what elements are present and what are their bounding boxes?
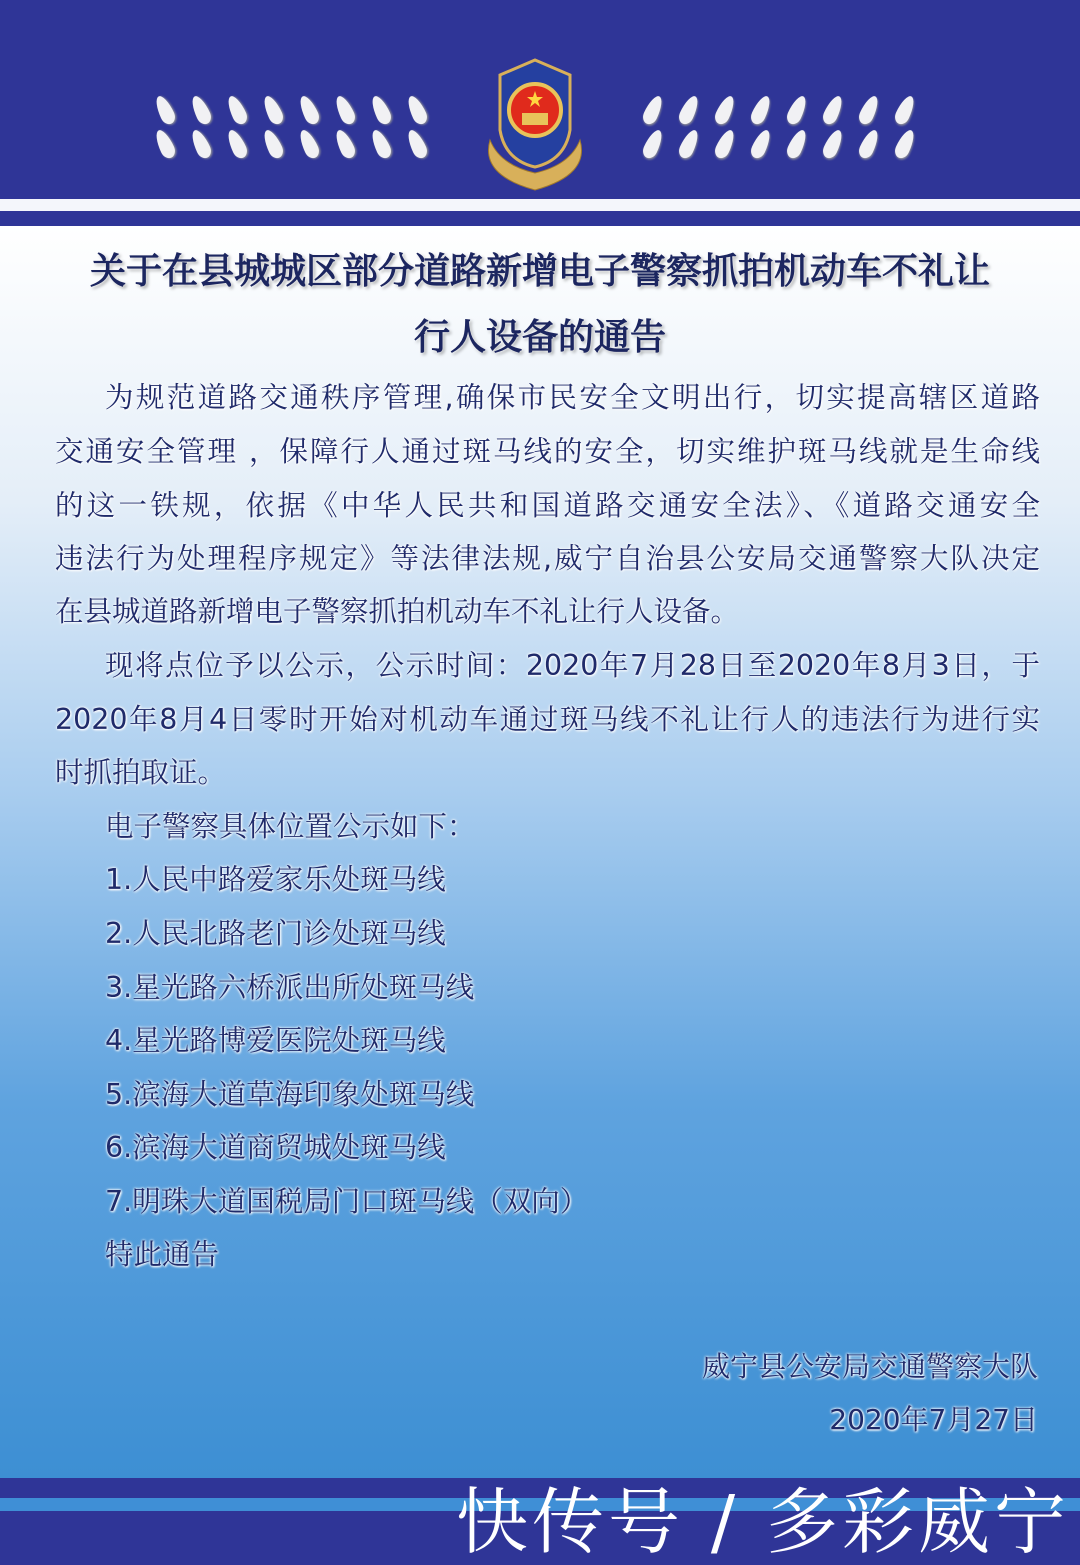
paragraph1-line: 违法行为处理程序规定》等法律法规,威宁自治县公安局交通警察大队决定: [55, 542, 1040, 575]
header-stripe: [0, 199, 1080, 211]
wheat-right-icon: [640, 95, 924, 161]
location-item: 3.星光路六桥派出所处斑马线: [105, 971, 475, 1004]
paragraph1-line: 的这一铁规，依据《中华人民共和国道路交通安全法》、《道路交通安全: [55, 489, 1040, 522]
location-item: 7.明珠大道国税局门口斑马线（双向）: [105, 1185, 589, 1218]
notice-title-line-2: 行人设备的通告: [413, 317, 666, 358]
location-item: 1.人民中路爱家乐处斑马线: [105, 863, 446, 896]
paragraph2-line: 时抓拍取证。: [55, 756, 227, 789]
location-item: 2.人民北路老门诊处斑马线: [105, 917, 446, 950]
paragraph2-line: 2020年8月4日零时开始对机动车通过斑马线不礼让行人的违法行为进行实: [55, 703, 1040, 736]
list-intro: 电子警察具体位置公示如下：: [105, 810, 476, 843]
closing-text: 特此通告: [105, 1238, 220, 1271]
paragraph2-line: 现将点位予以公示，公示时间：2020年7月28日至2020年8月3日，于: [105, 649, 1040, 682]
paragraph1-line: 在县城道路新增电子警察抓拍机动车不礼让行人设备。: [55, 595, 740, 628]
notice-date: 2020年7月27日: [829, 1403, 1038, 1436]
police-emblem-icon: [470, 55, 600, 195]
notice-title-line-1: 关于在县城城区部分道路新增电子警察抓拍机动车不礼让: [89, 251, 990, 292]
signature: 威宁县公安局交通警察大队: [701, 1350, 1038, 1383]
watermark: 快传号 / 多彩威宁: [455, 1480, 1070, 1564]
location-item: 4.星光路博爱医院处斑马线: [105, 1024, 446, 1057]
location-item: 5.滨海大道草海印象处斑马线: [105, 1078, 475, 1111]
paragraph1-line: 为规范道路交通秩序管理,确保市民安全文明出行，切实提高辖区道路: [105, 381, 1040, 414]
wheat-left-icon: [152, 95, 436, 161]
location-item: 6.滨海大道商贸城处斑马线: [105, 1131, 446, 1164]
paragraph1-line: 交通安全管理 ，保障行人通过斑马线的安全，切实维护斑马线就是生命线: [55, 435, 1040, 468]
